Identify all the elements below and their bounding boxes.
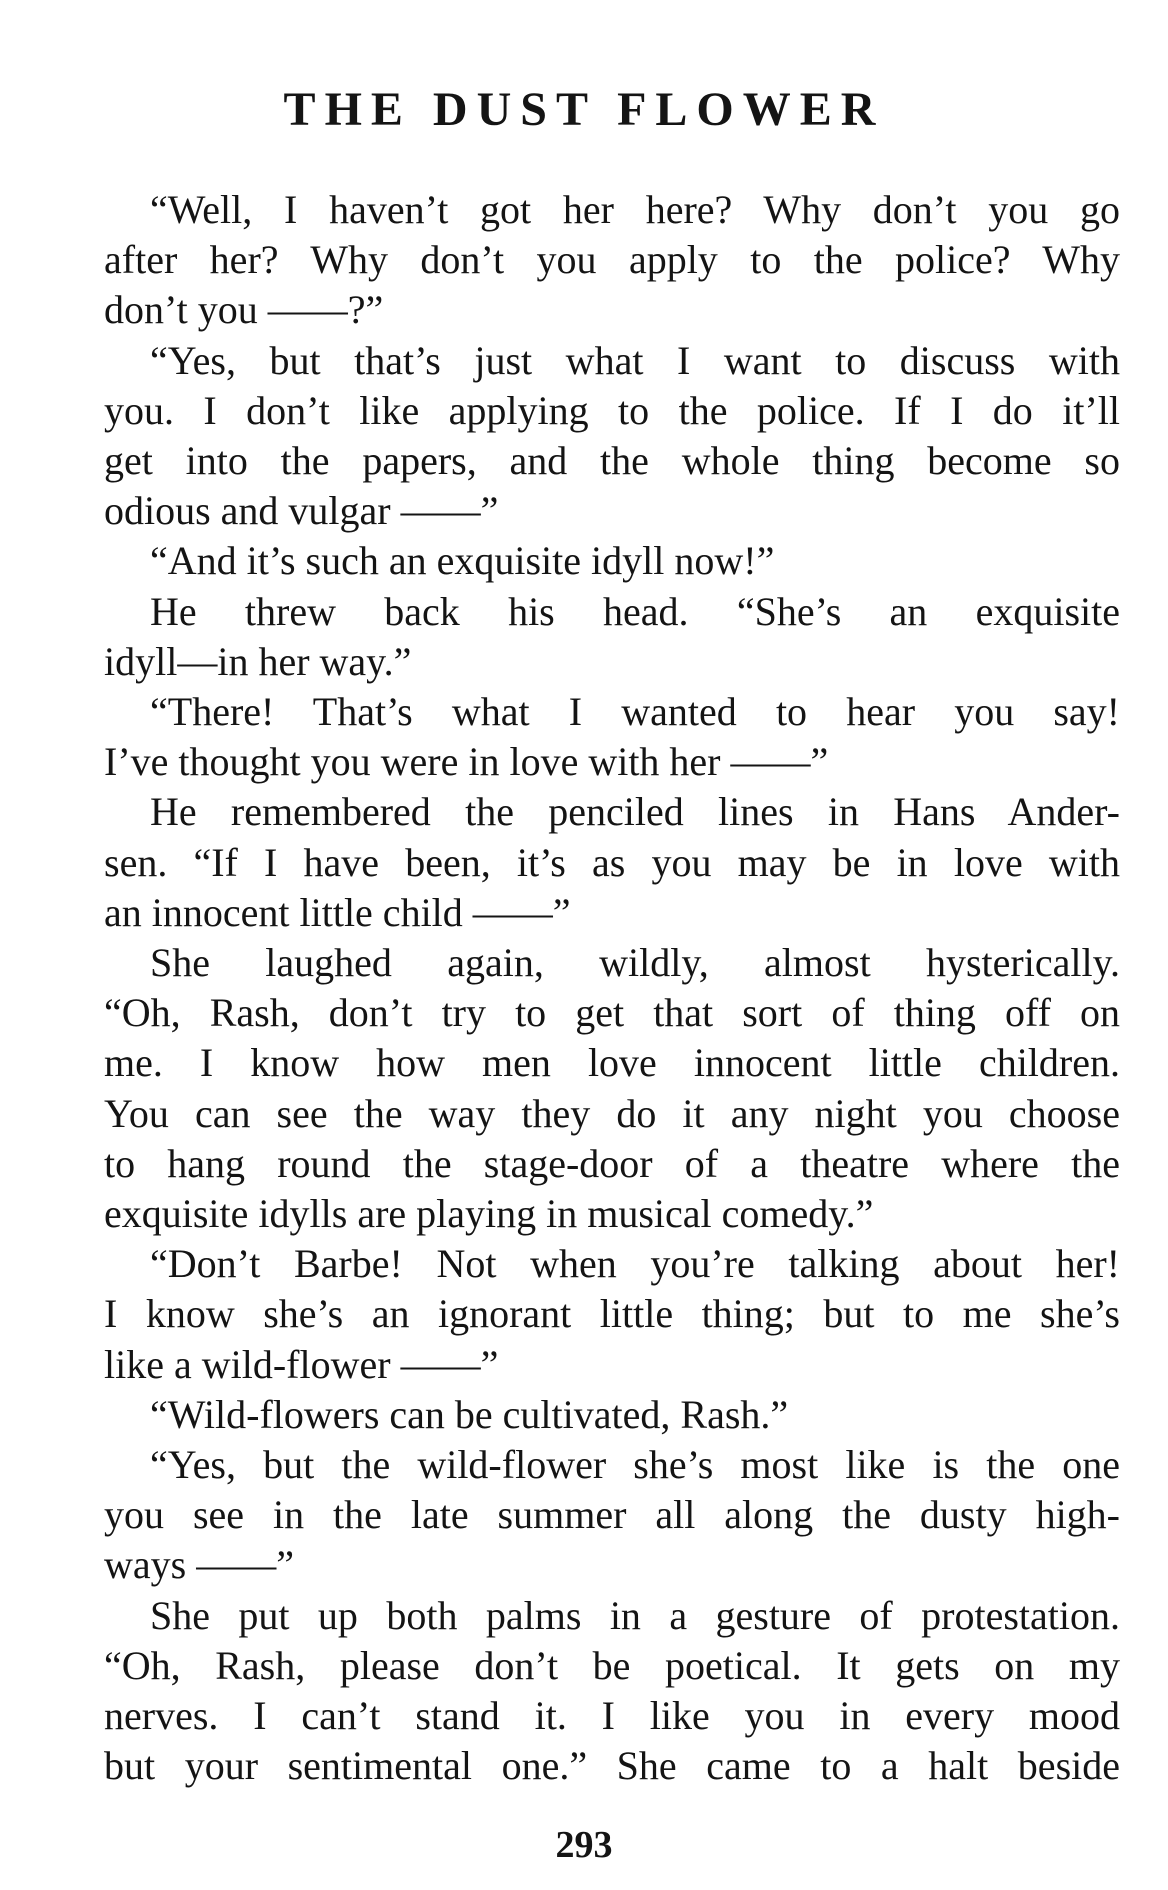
text-line: I know she’s an ignorant little thing; but to me she’s (104, 1291, 1120, 1337)
text-line: “Yes, but that’s just what I want to discuss with (150, 337, 1120, 383)
text-line: odious and vulgar ——” (104, 488, 499, 534)
text-line: nerves. I can’t stand it. I like you in every mood (104, 1693, 1120, 1739)
text-line: exquisite idylls are playing in musical comedy.” (104, 1191, 874, 1237)
text-line: “Don’t Barbe! Not when you’re talking about her! (150, 1241, 1120, 1287)
text-line: I’ve thought you were in love with her ——” (104, 739, 829, 785)
text-line: you. I don’t like applying to the police. If I do it’ll (104, 387, 1120, 433)
running-head: THE DUST FLOWER (283, 83, 885, 136)
text-line: She put up both palms in a gesture of protestation. (150, 1592, 1120, 1638)
text-line: idyll—in her way.” (104, 638, 412, 684)
text-line: You can see the way they do it any night you choose (104, 1090, 1120, 1136)
text-line: don’t you ——?” (104, 287, 384, 333)
text-line: sen. “If I have been, it’s as you may be in love with (104, 839, 1120, 885)
text-line: “Oh, Rash, don’t try to get that sort of thing off on (104, 990, 1120, 1036)
text-line: “Well, I haven’t got her here? Why don’t you go (150, 187, 1120, 232)
text-line: She laughed again, wildly, almost hysterically. (150, 940, 1120, 986)
text-line: He threw back his head. “She’s an exquisite (150, 588, 1120, 634)
text-line: to hang round the stage-door of a theatre where the (104, 1140, 1120, 1186)
text-line: ways ——” (104, 1542, 294, 1588)
text-line: “There! That’s what I wanted to hear you say! (150, 689, 1120, 735)
page-number: 293 (555, 1824, 613, 1866)
text-line: after her? Why don’t you apply to the police? Why (104, 237, 1120, 283)
text-line: you see in the late summer all along the dusty high- (104, 1492, 1120, 1538)
text-line: get into the papers, and the whole thing become so (104, 438, 1120, 484)
text-line: “Wild-flowers can be cultivated, Rash.” (150, 1391, 789, 1437)
text-line: an innocent little child ——” (104, 889, 571, 935)
body-text (104, 185, 1120, 1792)
text-line: He remembered the penciled lines in Hans Ander- (150, 789, 1120, 835)
text-line: me. I know how men love innocent little children. (104, 1040, 1120, 1086)
text-line: “Yes, but the wild-flower she’s most like is the one (150, 1442, 1120, 1488)
text-line: “And it’s such an exquisite idyll now!” (150, 538, 775, 584)
text-line: but your sentimental one.” She came to a halt beside (104, 1743, 1120, 1789)
text-line: “Oh, Rash, please don’t be poetical. It gets on my (104, 1642, 1120, 1688)
text-line: like a wild-flower ——” (104, 1341, 499, 1387)
